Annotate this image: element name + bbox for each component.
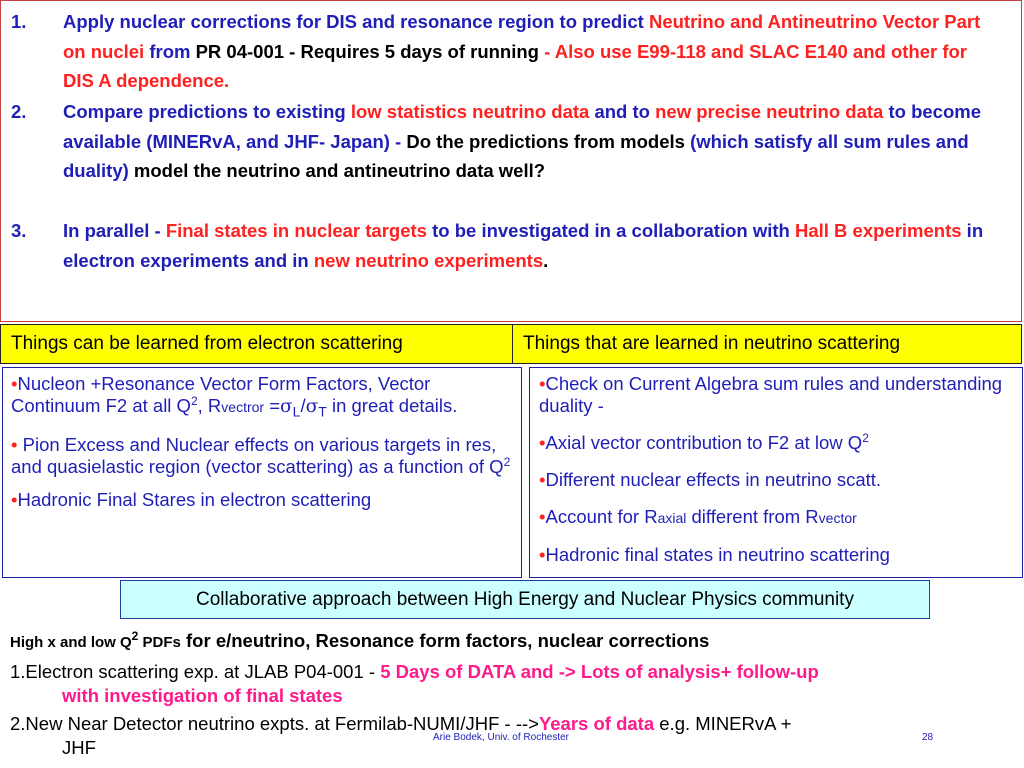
- bullet: •: [539, 432, 546, 453]
- item-text: JHF: [62, 737, 96, 758]
- item2-part2: low statistics neutrino data: [350, 101, 590, 122]
- electron-scattering-list: [2, 367, 522, 578]
- objective-item-1: [11, 7, 1001, 96]
- item-number: 1.: [11, 11, 27, 32]
- list-item: [11, 489, 521, 511]
- item2-part4: new precise neutrino data: [655, 101, 884, 122]
- subscript: vector: [818, 510, 857, 526]
- item-text: Pion Excess and Nuclear effects on various targets in res, and quasielastic region (vector scattering) as a function of Q: [11, 433, 504, 477]
- item2-part5: to become available (MINERvA, and JHF- Japan) -: [63, 101, 982, 152]
- item2-part1: Compare predictions to existing: [63, 101, 351, 122]
- heading-text: PDFs: [138, 634, 181, 651]
- comparison-header-row: [0, 324, 1022, 364]
- highlight-text: 5 Days of DATA and -> Lots of analysis+ follow-up: [380, 661, 819, 682]
- item3-part5: in electron experiments and in: [63, 220, 984, 271]
- item1-part2: Neutrino and Antineutrino Vector Part on nuclei: [63, 11, 981, 62]
- item-text: 1.Electron scattering exp. at JLAB P04-001 -: [10, 661, 381, 682]
- item-text: Axial vector contribution to F2 at low Q: [545, 432, 863, 453]
- sigma-symbol: σ: [305, 396, 319, 417]
- item-text: Check on Current Algebra sum rules and understanding duality -: [539, 373, 1003, 416]
- item3-part2: Final states in nuclear targets: [165, 220, 427, 241]
- item-text: Hadronic Final Stares in electron scattering: [17, 488, 372, 510]
- bullet: •: [11, 488, 18, 510]
- summary-item-1: [10, 660, 1015, 708]
- header-divider: [512, 325, 513, 363]
- subscript: T: [318, 403, 327, 420]
- list-item: [11, 434, 521, 478]
- bullet: •: [539, 544, 546, 565]
- item3-part3: to be investigated in a collaboration with: [426, 220, 795, 241]
- item3-part4: Hall B experiments: [794, 220, 962, 241]
- item-text: 2.New Near Detector neutrino expts. at Fermilab-NUMI/JHF - -->: [10, 713, 539, 734]
- item1-part4: PR 04-001 - Requires 5 days of running: [195, 40, 539, 62]
- neutrino-scattering-header: Things that are learned in neutrino scattering: [523, 333, 901, 354]
- superscript: 2: [862, 430, 869, 445]
- item-text: Account for R: [545, 506, 658, 527]
- superscript: 2: [503, 454, 511, 469]
- list-item: [539, 469, 1022, 491]
- list-item: [539, 506, 1022, 529]
- item-text: in great details.: [326, 395, 458, 416]
- item3-part1: In parallel -: [63, 220, 166, 241]
- bullet: •: [539, 506, 546, 527]
- item2-part6: Do the predictions from models: [406, 130, 691, 152]
- item-text: Hadronic final states in neutrino scattering: [545, 544, 890, 565]
- objective-item-3: [11, 216, 1001, 275]
- superscript: 2: [131, 628, 139, 643]
- item-text: /: [300, 395, 306, 416]
- neutrino-scattering-list: [529, 367, 1023, 578]
- list-item: [539, 544, 1022, 566]
- item-text: e.g. MINERvA +: [654, 713, 792, 734]
- objectives-box: [0, 0, 1022, 322]
- bullet: •: [539, 469, 546, 490]
- highlight-text: with investigation of final states: [62, 685, 343, 706]
- subscript: axial: [657, 510, 687, 526]
- item-text: =: [264, 395, 281, 416]
- bullet: •: [539, 373, 546, 394]
- subscript: vectror: [221, 399, 265, 415]
- summary-heading: [10, 629, 709, 655]
- item1-part1: Apply nuclear corrections for DIS and resonance region to predict: [63, 11, 649, 32]
- heading-text: High x and low Q: [10, 634, 132, 651]
- list-item: [539, 373, 1022, 417]
- highlight-text: Years of data: [538, 713, 655, 734]
- footer-author: Arie Bodek, Univ. of Rochester: [433, 732, 569, 743]
- subscript: L: [292, 403, 301, 420]
- heading-text: for e/neutrino, Resonance form factors, nuclear corrections: [180, 630, 710, 651]
- item3-part7: .: [543, 249, 549, 271]
- item2-part3: and to: [589, 101, 656, 122]
- item-number: 3.: [11, 220, 27, 241]
- item1-part3: from: [144, 40, 196, 62]
- item-text: Nucleon +Resonance Vector Form Factors, Vector Continuum F2 at all Q: [11, 373, 431, 416]
- item-number: 2.: [11, 101, 27, 122]
- page-number: 28: [922, 732, 934, 743]
- objective-item-2: [11, 97, 1001, 186]
- item-text: different from R: [686, 506, 819, 527]
- superscript: 2: [190, 393, 198, 408]
- list-item: [11, 373, 521, 423]
- item1-part5: - Also use E99-118 and SLAC E140 and other for DIS A dependence.: [63, 40, 967, 91]
- sigma-symbol: σ: [280, 396, 293, 417]
- list-item: [539, 432, 1022, 454]
- item-text: , R: [197, 395, 222, 416]
- item3-part6: new neutrino experiments: [313, 249, 544, 271]
- bullet: •: [11, 373, 18, 394]
- item2-part8: model the neutrino and antineutrino data well?: [128, 160, 546, 181]
- bullet: •: [11, 433, 18, 455]
- collaboration-banner: Collaborative approach between High Energy and Nuclear Physics community: [120, 580, 930, 619]
- item2-part7: (which satisfy all sum rules and duality): [63, 130, 969, 181]
- item-text: Different nuclear effects in neutrino scatt.: [545, 469, 882, 490]
- electron-scattering-header: Things can be learned from electron scattering: [11, 333, 403, 354]
